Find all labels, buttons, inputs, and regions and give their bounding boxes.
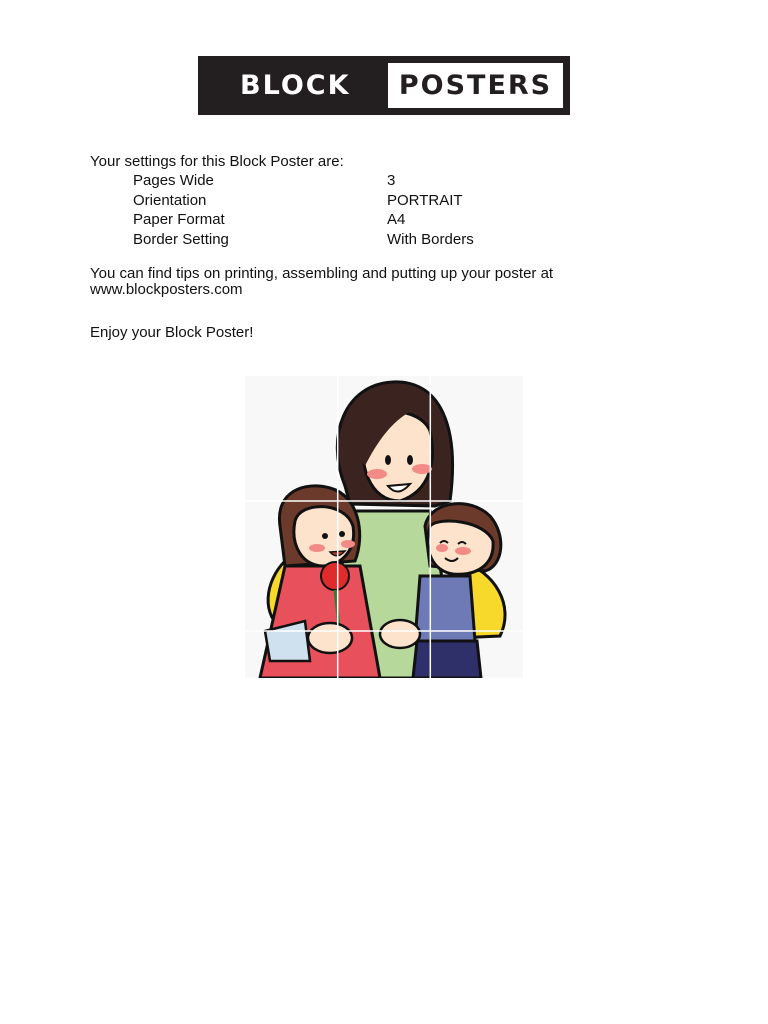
tips-url: www.blockposters.com bbox=[90, 281, 243, 298]
tips-text: You can find tips on printing, assembling and putting up your poster at bbox=[90, 265, 554, 282]
poster-preview-illustration bbox=[245, 376, 523, 678]
setting-label-orientation: Orientation bbox=[133, 192, 207, 209]
block-posters-logo bbox=[198, 56, 570, 115]
setting-value-paper-format: A4 bbox=[387, 211, 406, 228]
setting-value-border: With Borders bbox=[387, 231, 474, 248]
setting-label-pages-wide: Pages Wide bbox=[133, 172, 214, 189]
settings-intro: Your settings for this Block Poster are: bbox=[90, 153, 344, 170]
logo-word-posters: POSTERS bbox=[398, 70, 553, 101]
tips-paragraph bbox=[90, 266, 590, 298]
setting-label-border: Border Setting bbox=[133, 231, 229, 248]
logo-word-box bbox=[388, 63, 563, 108]
logo-word-block: BLOCK bbox=[240, 70, 351, 101]
setting-value-orientation: PORTRAIT bbox=[387, 192, 463, 209]
enjoy-message: Enjoy your Block Poster! bbox=[90, 324, 254, 341]
setting-label-paper-format: Paper Format bbox=[133, 211, 225, 228]
setting-value-pages-wide: 3 bbox=[387, 172, 396, 189]
